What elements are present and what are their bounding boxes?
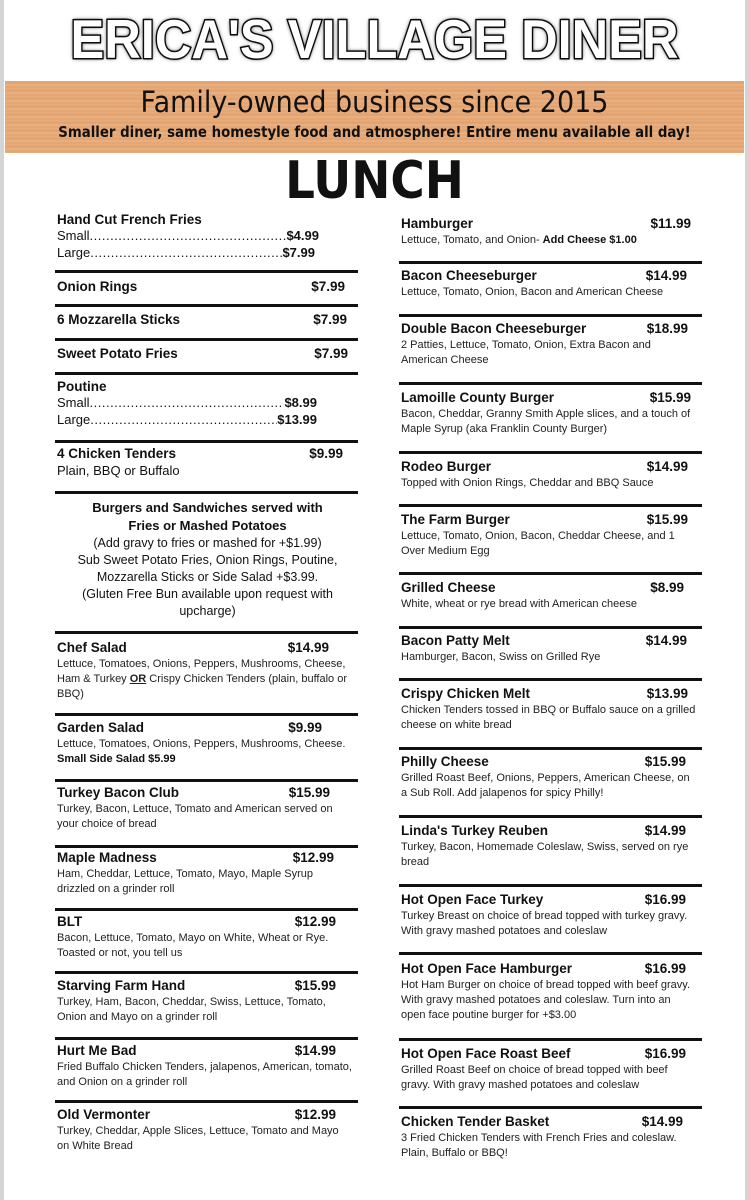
item-price: $14.99 [645,268,687,283]
item-description: Plain, BBQ or Buffalo [57,463,180,478]
item-description: White, wheat or rye bread with American cheese [401,598,638,610]
note-heading: Burgers and Sandwiches served with [92,500,323,515]
size-label: Large [57,245,91,260]
item-price: $15.99 [646,512,688,527]
size-price: $4.99 [286,228,319,243]
divider [399,1106,702,1109]
menu-item-double-bacon-cheeseburger [401,321,696,368]
item-name: Linda's Turkey Reuben [401,823,548,838]
divider [55,270,358,273]
divider [399,261,702,264]
menu-item-poutine [57,379,359,428]
menu-item-hot-open-face-hamburger [401,961,696,1023]
description-text: Crispy Chicken Tenders (plain, buffalo or BBQ) [57,673,347,700]
item-price: $12.99 [294,914,336,929]
menu-item-the-farm-burger [401,512,696,559]
wood-banner [5,81,744,153]
size-row [57,394,317,411]
menu-item-rodeo-burger [401,459,696,491]
menu-item-french-fries [57,212,359,261]
menu-item-hot-open-face-turkey [401,892,696,939]
item-price: $9.99 [309,446,343,461]
subtagline: Smaller diner, same homestyle food and atmosphere! Entire menu available all day! [58,123,691,141]
item-description: Turkey, Bacon, Lettuce, Tomato and American served on your choice of bread [57,803,333,830]
divider [55,304,358,307]
menu-item-chicken-tender-basket [401,1114,696,1161]
item-name: The Farm Burger [401,512,510,527]
note-text: upcharge) [179,604,236,618]
item-price: $14.99 [646,459,688,474]
item-description: Turkey Breast on choice of bread topped with turkey gravy. With gravy mashed potatoes and coleslaw [401,910,688,937]
item-price: $14.99 [644,823,686,838]
description-text: Lettuce, Tomatoes, Onions, Peppers, Mushrooms, Cheese. [57,738,346,750]
divider [55,908,358,911]
item-price: $15.99 [288,785,330,800]
item-description: 2 Patties, Lettuce, Tomato, Onion, Extra Bacon and American Cheese [401,339,651,366]
item-name: Crispy Chicken Melt [401,686,531,701]
divider [399,747,702,750]
item-description: Lettuce, Tomato, Onion, Bacon, Cheddar Cheese, and 1 Over Medium Egg [401,530,675,557]
menu-item-hurt-me-bad [57,1043,352,1090]
divider [399,678,702,681]
menu-item-bacon-cheeseburger [401,268,696,300]
item-name: Double Bacon Cheeseburger [401,321,587,336]
item-price: $7.99 [314,346,348,361]
menu-item-lamoille-county-burger [401,390,696,437]
item-name: Old Vermonter [57,1107,151,1122]
item-description: Chicken Tenders tossed in BBQ or Buffalo sauce on a grilled cheese on white bread [401,704,696,731]
menu-item-chicken-tenders [57,446,359,479]
leader-dots [90,394,285,411]
size-row [57,227,319,244]
item-price: $12.99 [294,1107,336,1122]
menu-item-turkey-bacon-club [57,785,352,832]
menu-title: LUNCH [285,151,464,211]
item-description: Turkey, Cheddar, Apple Slices, Lettuce, Tomato and Mayo on White Bread [57,1125,339,1152]
item-name: Onion Rings [57,279,138,294]
item-price: $16.99 [644,892,686,907]
page-border-left [0,0,4,1200]
description-emphasis: OR [129,673,147,685]
item-price: $16.99 [644,1046,686,1061]
item-name: Hurt Me Bad [57,1043,137,1058]
divider [55,1100,358,1103]
note-text: Mozzarella Sticks or Side Salad +$3.99. [96,570,319,584]
item-price: $14.99 [294,1043,336,1058]
menu-item-chef-salad [57,640,347,702]
description-emphasis: Add Cheese $1.00 [542,234,637,246]
page-border-right [745,0,749,1200]
item-price: $16.99 [644,961,686,976]
item-name: 4 Chicken Tenders [57,446,177,461]
size-label: Large [57,412,91,427]
item-description [57,657,347,702]
item-name: Lamoille County Burger [401,390,555,405]
item-description [401,233,696,248]
item-price: $18.99 [646,321,688,336]
item-name: Maple Madness [57,850,157,865]
item-description: Ham, Cheddar, Lettuce, Tomato, Mayo, Maple Syrup drizzled on a grinder roll [57,868,313,895]
divider [399,314,702,317]
divider [55,971,358,974]
item-name: 6 Mozzarella Sticks [57,312,181,327]
size-row [57,244,315,261]
item-price: $13.99 [646,686,688,701]
divider [55,631,358,634]
divider [399,626,702,629]
menu-item-old-vermonter [57,1107,352,1154]
item-name: Rodeo Burger [401,459,492,474]
menu-item-grilled-cheese [401,580,696,612]
item-name: Bacon Patty Melt [401,633,510,648]
item-description: Fried Buffalo Chicken Tenders, jalapenos, American, tomato, and Onion on a grinder roll [57,1061,352,1088]
menu-item-garden-salad [57,720,347,767]
divider [399,504,702,507]
item-name: Poutine [57,379,107,394]
item-name: Chef Salad [57,640,127,655]
menu-item-philly-cheese [401,754,696,801]
item-price: $15.99 [644,754,686,769]
item-name: Philly Cheese [401,754,489,769]
note-text: (Gluten Free Bun available upon request with [82,587,333,601]
menu-item-mozzarella-sticks [57,312,359,327]
size-price: $7.99 [282,245,315,260]
menu-item-starving-farm-hand [57,978,336,1025]
item-price: $7.99 [313,312,347,327]
item-name: Hamburger [401,216,474,231]
size-label: Small [57,395,90,410]
item-price: $7.99 [311,279,345,294]
divider [399,952,702,955]
item-name: Starving Farm Hand [57,978,186,993]
divider [399,572,702,575]
item-description: Topped with Onion Rings, Cheddar and BBQ Sauce [401,477,654,489]
description-emphasis: Small Side Salad $5.99 [57,753,176,765]
divider [55,713,358,716]
divider [55,338,358,341]
menu-item-sweet-potato-fries [57,346,359,361]
item-name: Grilled Cheese [401,580,496,595]
menu-item-lindas-turkey-reuben [401,823,696,870]
item-price: $11.99 [650,216,691,231]
item-name: Bacon Cheeseburger [401,268,537,283]
menu-item-onion-rings [57,279,359,294]
note-text: Sub Sweet Potato Fries, Onion Rings, Poutine, [77,553,338,567]
menu-item-bacon-patty-melt [401,633,696,665]
item-description: Bacon, Cheddar, Granny Smith Apple slices, and a touch of Maple Syrup (aka Franklin County Burger) [401,408,691,435]
item-price: $15.99 [294,978,336,993]
divider [399,382,702,385]
leader-dots [90,411,277,428]
item-price: $8.99 [650,580,684,595]
menu-item-hot-open-face-roast-beef [401,1046,696,1093]
size-row [57,411,317,428]
item-name: Hot Open Face Roast Beef [401,1046,571,1061]
note-text: (Add gravy to fries or mashed for +$1.99) [93,536,322,550]
menu-item-crispy-chicken-melt [401,686,696,733]
size-price: $13.99 [277,412,317,427]
divider [55,491,358,494]
item-description: Grilled Roast Beef on choice of bread topped with beef gravy. With gravy mashed potatoes and coleslaw [401,1064,668,1091]
item-name: Sweet Potato Fries [57,346,178,361]
item-name: Hot Open Face Hamburger [401,961,573,976]
item-description [57,737,347,767]
description-text: Lettuce, Tomatoes, Onions, Peppers, Mushrooms, Cheese, Ham & Turkey [57,658,346,685]
item-name: Turkey Bacon Club [57,785,180,800]
divider [399,451,702,454]
divider [55,372,358,375]
divider [399,1038,702,1041]
item-price: $15.99 [649,390,691,405]
item-name: Hot Open Face Turkey [401,892,544,907]
item-description: Turkey, Bacon, Homemade Coleslaw, Swiss, served on rye bread [401,841,689,868]
burger-sandwich-note [50,499,365,620]
leader-dots [90,244,282,261]
item-price: $9.99 [288,720,322,735]
item-description: Hot Ham Burger on choice of bread topped with beef gravy. With gravy mashed potatoes and coleslaw. Turn into an open face poutine burger for +$3.00 [401,979,691,1021]
item-price: $12.99 [292,850,334,865]
item-name: Garden Salad [57,720,145,735]
note-heading: Fries or Mashed Potatoes [128,518,287,533]
tagline: Family-owned business since 2015 [140,85,609,119]
divider [55,779,358,782]
divider [55,845,358,848]
item-description: Bacon, Lettuce, Tomato, Mayo on White, Wheat or Rye. Toasted or not, you tell us [57,932,329,959]
item-description: Lettuce, Tomato, Onion, Bacon and American Cheese [401,286,664,298]
item-description: Turkey, Ham, Bacon, Cheddar, Swiss, Lettuce, Tomato, Onion and Mayo on a grinder roll [57,996,326,1023]
item-price: $14.99 [641,1114,683,1129]
size-price: $8.99 [284,395,317,410]
leader-dots [90,227,287,244]
divider [399,884,702,887]
item-description: Grilled Roast Beef, Onions, Peppers, American Cheese, on a Sub Roll. Add jalapenos for spicy Philly! [401,772,690,799]
item-description: Hamburger, Bacon, Swiss on Grilled Rye [401,651,601,663]
diner-name-logo: ERICA'S VILLAGE DINER [70,8,679,70]
item-price: $14.99 [645,633,687,648]
divider [55,1037,358,1040]
size-label: Small [57,228,90,243]
description-text: Lettuce, Tomato, and Onion- [401,234,543,246]
divider [55,440,358,443]
menu-item-hamburger [401,216,696,248]
item-name: Hand Cut French Fries [57,212,202,227]
item-price: $14.99 [287,640,329,655]
item-name: Chicken Tender Basket [401,1114,550,1129]
menu-item-blt [57,914,347,961]
item-name: BLT [57,914,83,929]
divider [399,815,702,818]
menu-item-maple-madness [57,850,347,897]
item-description: 3 Fried Chicken Tenders with French Fries and coleslaw. Plain, Buffalo or BBQ! [401,1132,677,1159]
